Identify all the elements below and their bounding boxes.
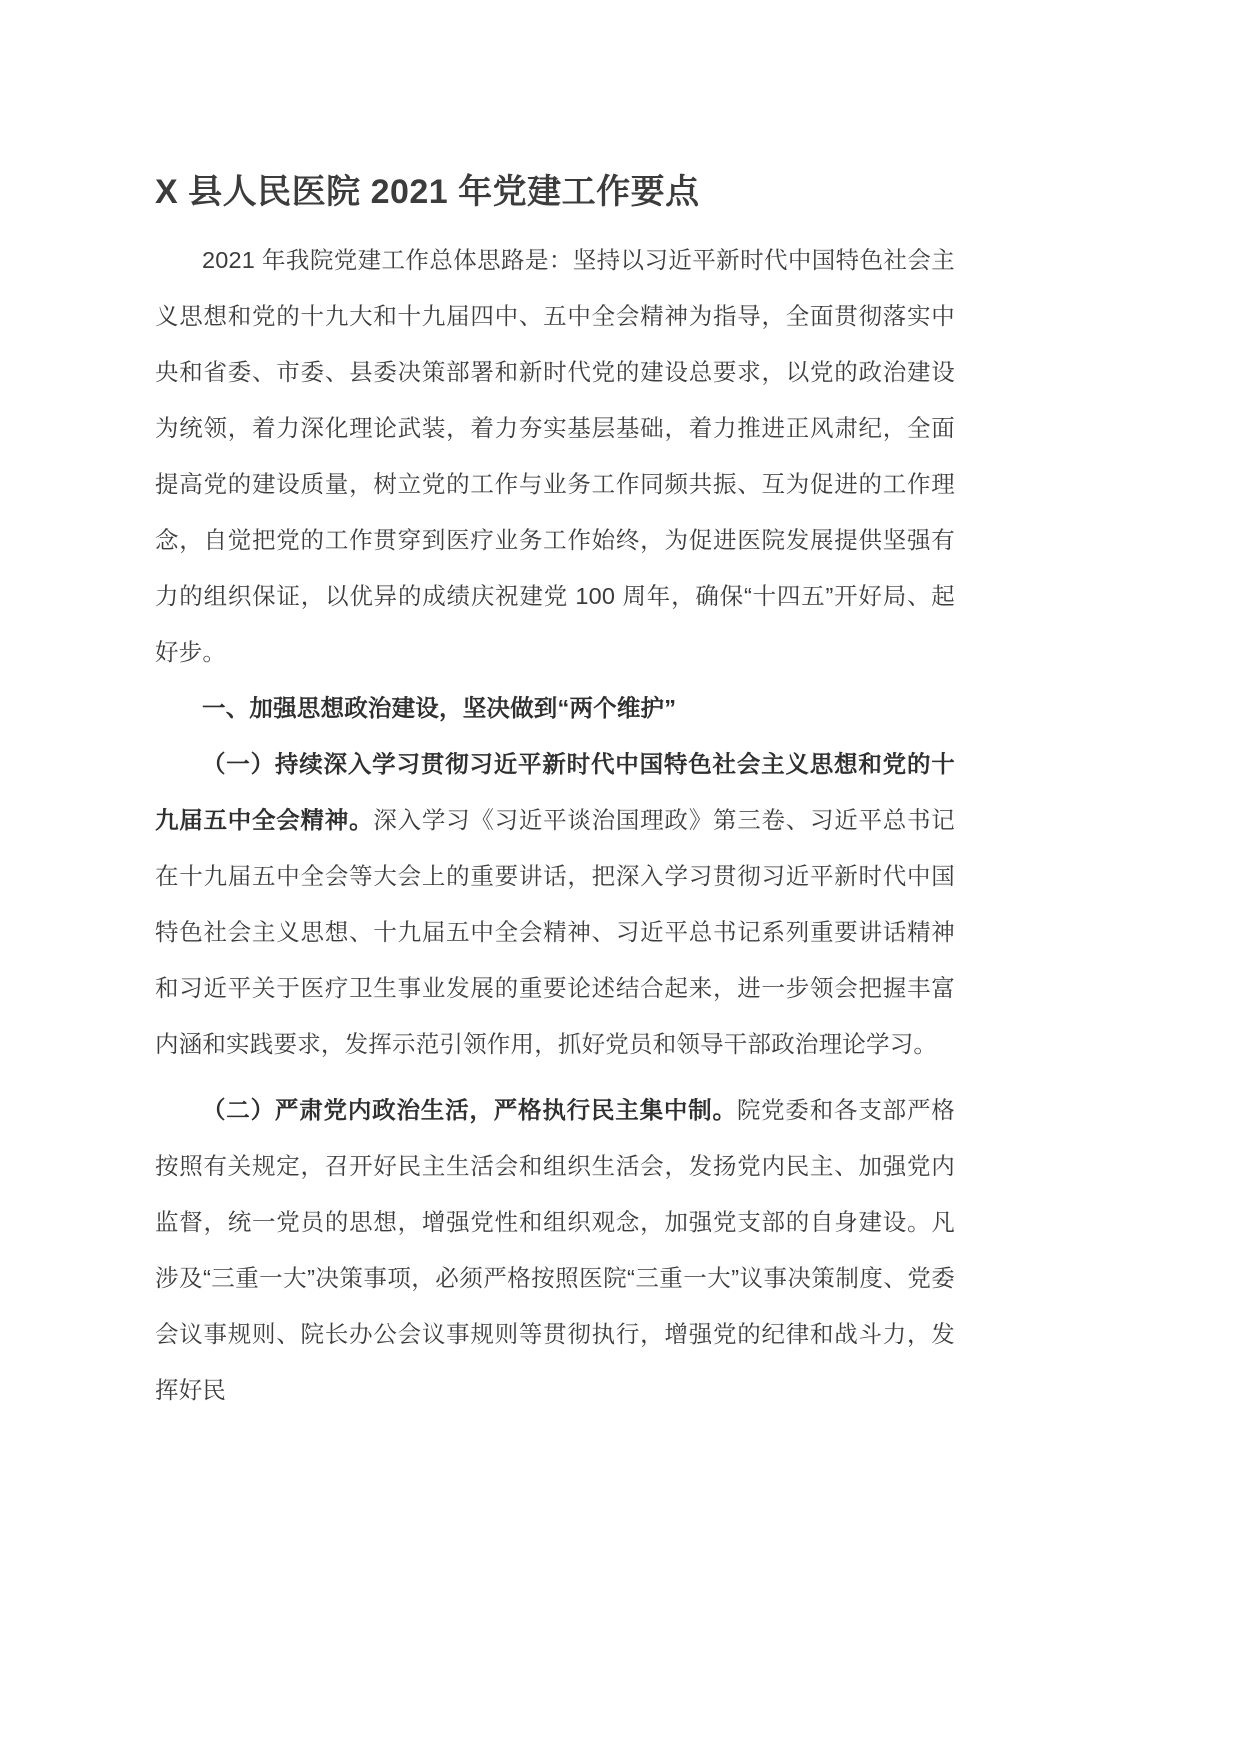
section-heading-1: 一、加强思想政治建设，坚决做到“两个维护”	[202, 694, 677, 721]
subsection-1-body: 深入学习《习近平谈治国理政》第三卷、习近平总书记在十九届五中全会等大会上的重要讲话，把深入学习贯彻习近平新时代中国特色社会主义思想、十九届五中全会精神、习近平总书记系列重要讲话精神和习近平关于医疗卫生事业发展的重要论述结合起来，进一步领会把握丰富内涵和实践要求，发挥示范引领作用，抓好党员和领导干部政治理论学习。	[155, 806, 955, 1057]
document-body	[155, 170, 955, 1418]
subsection-2-lead: （二）严肃党内政治生活，严格执行民主集中制。	[202, 1096, 737, 1123]
subsection-2	[155, 1082, 955, 1418]
subsection-1	[155, 736, 955, 1072]
subsection-1-lead: （一）持续深入学习贯彻习近平新时代中国特色社会主义思想和党的十九届五中全会精神。	[155, 750, 955, 833]
subsection-2-body: 院党委和各支部严格按照有关规定，召开好民主生活会和组织生活会，发扬党内民主、加强党内监督，统一党员的思想，增强党性和组织观念，加强党支部的自身建设。凡涉及“三重一大”决策事项，必须严格按照医院“三重一大”议事决策制度、党委会议事规则、院长办公会议事规则等贯彻执行，增强党的纪律和战斗力，发挥好民	[155, 1096, 955, 1403]
intro-paragraph: 2021 年我院党建工作总体思路是：坚持以习近平新时代中国特色社会主义思想和党的十九大和十九届四中、五中全会精神为指导，全面贯彻落实中央和省委、市委、县委决策部署和新时代党的建设总要求，以党的政治建设为统领，着力深化理论武装，着力夯实基层基础，着力推进正风肃纪，全面提高党的建设质量，树立党的工作与业务工作同频共振、互为促进的工作理念，自觉把党的工作贯穿到医疗业务工作始终，为促进医院发展提供坚强有力的组织保证，以优异的成绩庆祝建党 100 周年，确保“十四五”开好局、起好步。	[155, 246, 955, 665]
paragraph-spacer	[155, 1072, 955, 1082]
page-title: X 县人民医院 2021 年党建工作要点	[155, 173, 700, 211]
